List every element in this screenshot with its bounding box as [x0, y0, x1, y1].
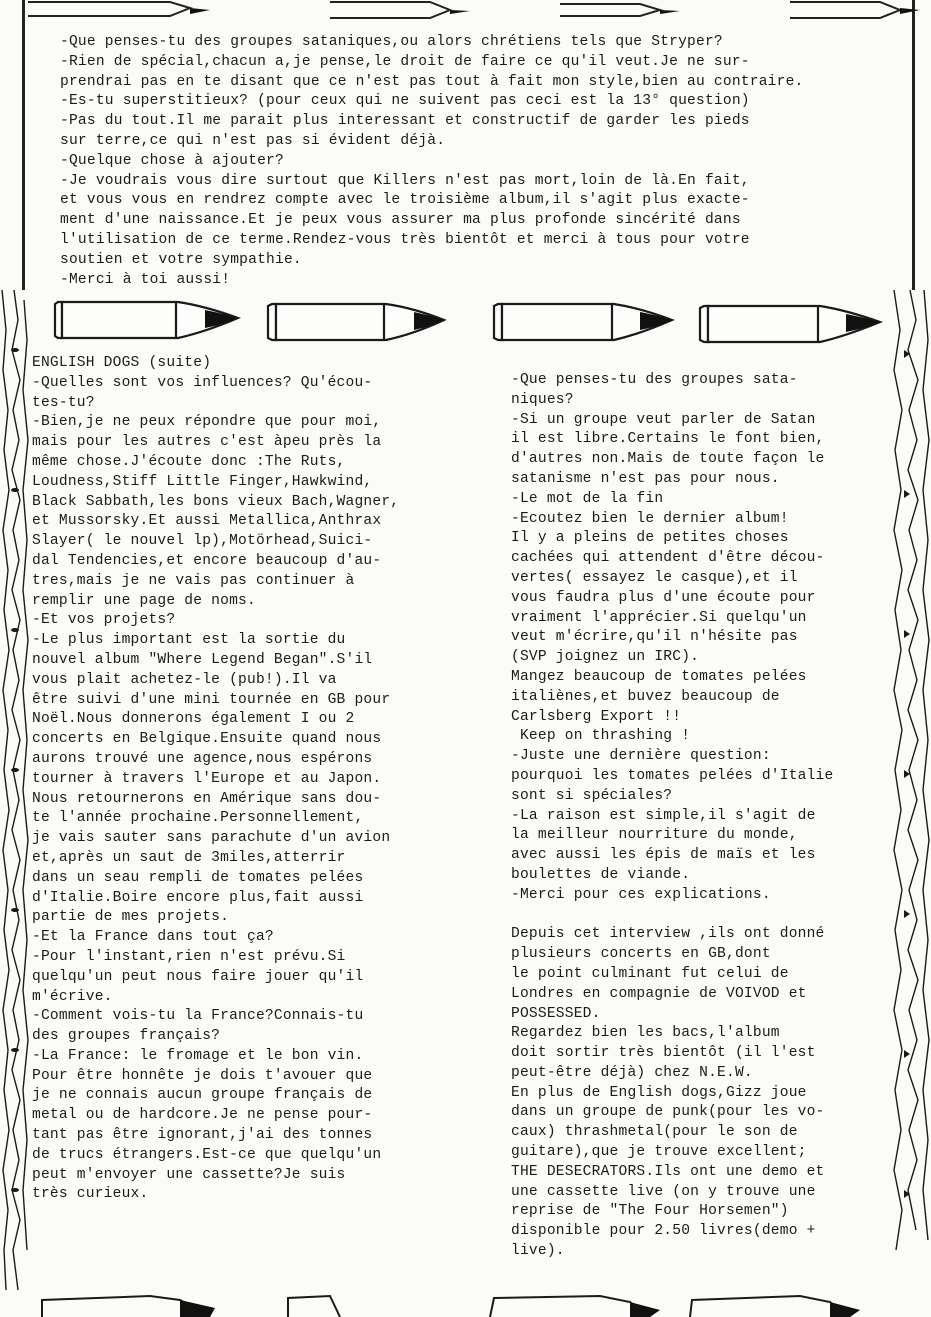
- top-right-rule: [912, 0, 915, 290]
- text-line: disponible pour 2.50 livres(demo +: [511, 1223, 816, 1240]
- text-line: je ne connais aucun groupe français de: [32, 1087, 373, 1104]
- text-line: italiènes,et buvez beaucoup de: [511, 688, 780, 705]
- text-line: plusieurs concerts en GB,dont: [511, 946, 771, 963]
- text-line: boulettes de viande.: [511, 866, 691, 883]
- text-line: -Je voudrais vous dire surtout que Killers n'est pas mort,loin de là.En fait,: [60, 172, 750, 189]
- text-line: partie de mes projets.: [32, 909, 230, 926]
- text-line: -Et la France dans tout ça?: [32, 929, 274, 946]
- text-line: doit sortir très bientôt (il l'est: [511, 1045, 816, 1062]
- text-line: Mangez beaucoup de tomates pelées: [511, 668, 807, 685]
- text-line: soutien et votre sympathie.: [60, 251, 302, 268]
- text-line: -Le plus important est la sortie du: [32, 632, 346, 649]
- text-line: Pour être honnête je dois t'avouer que: [32, 1067, 373, 1084]
- text-line: -Que penses-tu des groupes sata-: [511, 372, 798, 388]
- text-line: En plus de English dogs,Gizz joue: [511, 1084, 807, 1101]
- bullet-icon: [55, 302, 880, 342]
- text-line: Keep on thrashing !: [511, 728, 691, 745]
- text-line: dal Tendencies,et encore beaucoup d'au-: [32, 552, 382, 569]
- text-line: vertes( essayez le casque),et il: [511, 569, 798, 586]
- text-line: Loudness,Stiff Little Finger,Hawkwind,: [32, 473, 373, 490]
- text-line: m'écrive.: [32, 988, 113, 1005]
- text-line: veut m'écrire,qu'il n'hésite pas: [511, 629, 798, 646]
- english-dogs-right-column: [511, 371, 891, 1262]
- text-line: d'autres non.Mais de toute façon le: [511, 451, 825, 468]
- text-line: Carlsberg Export !!: [511, 708, 682, 725]
- text-line: être suivi d'une mini tournée en GB pour: [32, 691, 391, 708]
- bottom-bullet-border-decoration: [0, 1290, 931, 1317]
- text-line: -Merci pour ces explications.: [511, 886, 771, 903]
- text-line: [511, 906, 891, 926]
- text-line: reprise de "The Four Horsemen"): [511, 1203, 789, 1220]
- text-line: niques?: [511, 391, 574, 408]
- text-line: Noël.Nous donnerons également I ou 2: [32, 711, 355, 728]
- text-line: vraiment l'apprécier.Si quelqu'un: [511, 609, 807, 626]
- text-line: -Pas du tout.Il me parait plus interessant et constructif de garder les pieds: [60, 113, 750, 130]
- text-line: aurons trouvé une agence,nous espérons: [32, 750, 373, 767]
- text-line: -Es-tu superstitieux? (pour ceux qui ne suivent pas ceci est la 13° question): [60, 93, 750, 110]
- text-line: -Ecoutez bien le dernier album!: [511, 510, 789, 527]
- text-line: une cassette live (on y trouve une: [511, 1183, 816, 1200]
- text-line: je vais sauter sans parachute d'un avion: [32, 830, 391, 847]
- text-line: ENGLISH DOGS (suite): [32, 355, 212, 371]
- top-bullet-border-decoration: [0, 0, 931, 22]
- text-line: -Comment vois-tu la France?Connais-tu: [32, 1008, 364, 1025]
- text-line: cachées qui attendent d'être décou-: [511, 550, 825, 567]
- text-line: Regardez bien les bacs,l'album: [511, 1025, 780, 1042]
- text-line: sur terre,ce qui n'est pas si évident déjà.: [60, 132, 446, 149]
- text-line: sont si spéciales?: [511, 787, 673, 804]
- text-line: -Le mot de la fin: [511, 490, 664, 507]
- text-line: satanisme n'est pas pour nous.: [511, 470, 780, 487]
- text-line: pourquoi les tomates pelées d'Italie: [511, 767, 834, 784]
- text-line: et,après un saut de 3miles,atterrir: [32, 849, 346, 866]
- text-line: remplir une page de noms.: [32, 592, 256, 609]
- text-line: caux) thrashmetal(pour le son de: [511, 1124, 798, 1141]
- text-line: THE DESECRATORS.Ils ont une demo et: [511, 1163, 825, 1180]
- text-line: vous faudra plus d'une écoute pour: [511, 589, 816, 606]
- text-line: tant pas être ignorant,j'ai des tonnes: [32, 1127, 373, 1144]
- text-line: vous plait achetez-le (pub!).Il va: [32, 671, 337, 688]
- text-line: et vous vous en rendrez compte avec le troisième album,il s'agit plus exacte-: [60, 192, 750, 209]
- top-left-rule: [22, 0, 25, 290]
- text-line: concerts en Belgique.Ensuite quand nous: [32, 731, 382, 748]
- text-line: le point culminant fut celui de: [511, 965, 789, 982]
- text-line: -Merci à toi aussi!: [60, 271, 231, 288]
- text-line: avec aussi les épis de maïs et les: [511, 847, 816, 864]
- text-line: -Que penses-tu des groupes sataniques,ou alors chrétiens tels que Stryper?: [60, 34, 723, 50]
- text-line: -Quelles sont vos influences? Qu'écou-: [32, 374, 373, 391]
- text-line: dans un seau rempli de tomates pelées: [32, 869, 364, 886]
- text-line: Il y a pleins de petites choses: [511, 530, 789, 547]
- text-line: Slayer( le nouvel lp),Motörhead,Suici-: [32, 533, 373, 550]
- text-line: et Mussorsky.Et aussi Metallica,Anthrax: [32, 513, 382, 530]
- text-line: Depuis cet interview ,ils ont donné: [511, 926, 825, 943]
- text-line: -Quelque chose à ajouter?: [60, 152, 284, 169]
- text-line: quelqu'un peut nous faire jouer qu'il: [32, 968, 364, 985]
- text-line: des groupes français?: [32, 1028, 221, 1045]
- text-line: la meilleur nourriture du monde,: [511, 827, 798, 844]
- text-line: -La raison est simple,il s'agit de: [511, 807, 816, 824]
- english-dogs-left-column: [32, 354, 452, 1205]
- text-line: (SVP joignez un IRC).: [511, 649, 700, 666]
- text-line: -Et vos projets?: [32, 612, 176, 629]
- text-line: ment d'une naissance.Et je peux vous assurer ma plus profonde sincérité dans: [60, 212, 741, 229]
- text-line: -La France: le fromage et le bon vin.: [32, 1047, 364, 1064]
- killers-interview-end: [60, 33, 900, 290]
- text-line: Londres en compagnie de VOIVOD et: [511, 985, 807, 1002]
- text-line: l'utilisation de ce terme.Rendez-vous très bientôt et merci à tous pour votre: [60, 231, 750, 248]
- text-line: peut m'envoyer une cassette?Je suis: [32, 1166, 346, 1183]
- text-line: -Bien,je ne peux répondre que pour moi,: [32, 414, 382, 431]
- text-line: te l'année prochaine.Personnellement,: [32, 810, 364, 827]
- text-line: dans un groupe de punk(pour les vo-: [511, 1104, 825, 1121]
- text-line: de trucs étrangers.Est-ce que quelqu'un: [32, 1146, 382, 1163]
- right-ornamental-border: [888, 290, 931, 1290]
- text-line: peut-être déjà) chez N.E.W.: [511, 1064, 753, 1081]
- text-line: -Juste une dernière question:: [511, 748, 771, 765]
- text-line: il est libre.Certains le font bien,: [511, 431, 825, 448]
- text-line: tes-tu?: [32, 394, 95, 411]
- text-line: -Rien de spécial,chacun a,je pense,le droit de faire ce qu'il veut.Je ne sur-: [60, 53, 750, 70]
- text-line: tres,mais je ne vais pas continuer à: [32, 572, 355, 589]
- text-line: très curieux.: [32, 1186, 149, 1203]
- text-line: live).: [511, 1243, 565, 1260]
- text-line: -Pour l'instant,rien n'est prévu.Si: [32, 948, 346, 965]
- text-line: Nous retournerons en Amérique sans dou-: [32, 790, 382, 807]
- text-line: -Si un groupe veut parler de Satan: [511, 411, 816, 428]
- text-line: tourner à travers l'Europe et au Japon.: [32, 770, 382, 787]
- text-line: POSSESSED.: [511, 1005, 601, 1022]
- text-line: guitare),que je trouve excellent;: [511, 1144, 807, 1161]
- text-line: mais pour les autres c'est àpeu près la: [32, 434, 382, 451]
- bullet-divider-row: [0, 292, 931, 352]
- left-ornamental-border: [0, 290, 30, 1290]
- text-line: même chose.J'écoute donc :The Ruts,: [32, 453, 346, 470]
- text-line: d'Italie.Boire encore plus,fait aussi: [32, 889, 364, 906]
- text-line: nouvel album "Where Legend Began".S'il: [32, 651, 373, 668]
- text-line: prendrai pas en te disant que ce n'est pas tout à fait mon style,bien au contraire.: [60, 73, 804, 90]
- text-line: metal ou de hardcore.Je ne pense pour-: [32, 1107, 373, 1124]
- text-line: Black Sabbath,les bons vieux Bach,Wagner,: [32, 493, 400, 510]
